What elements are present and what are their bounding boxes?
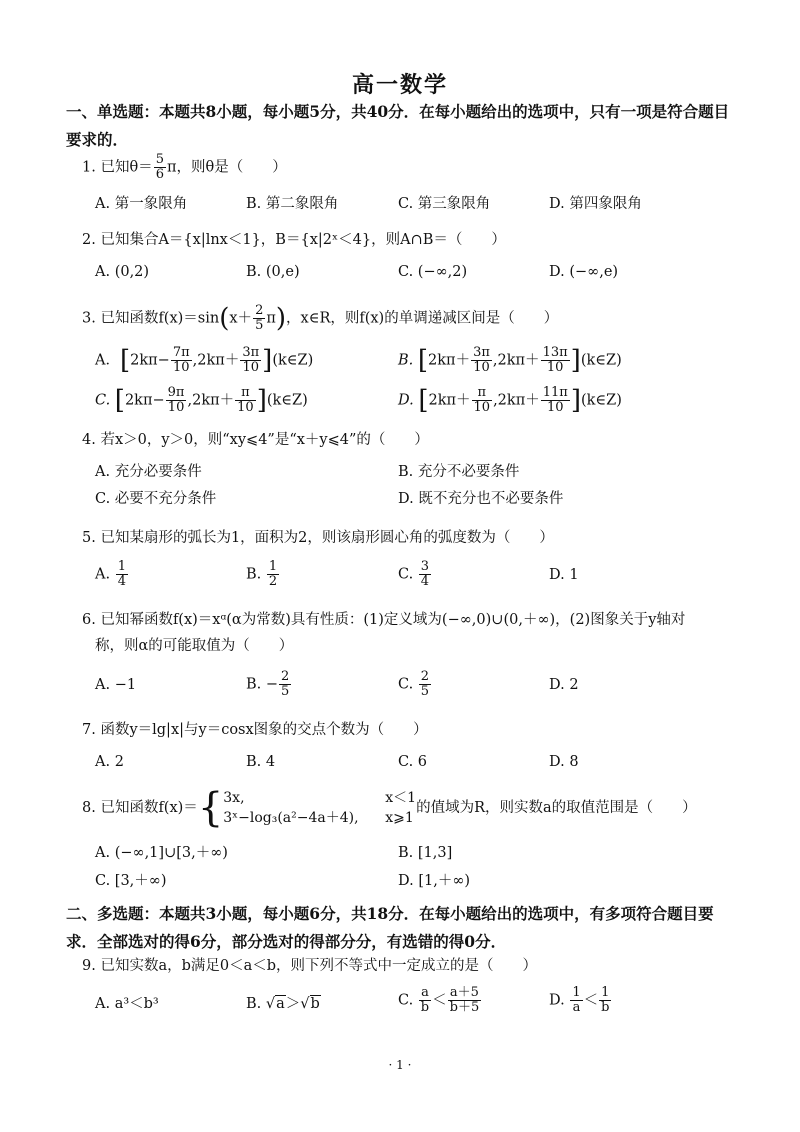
section2-line2: 求．全部选对的得6分，部分选对的得部分分，有选错的得0分． — [66, 932, 507, 951]
page-title: 高一数学 — [351, 72, 448, 98]
q1-option-b[interactable]: B. 第二象限角 — [246, 196, 339, 212]
question-4: 4. 若x＞0，y＞0，则“xy⩽4”是“x＋y⩽4”的（ ） — [82, 432, 429, 448]
q9-option-d[interactable]: D. $\frac{1}{a}$ ＜ $\frac{1}{b}$ — [549, 985, 610, 1015]
question-2: 2. 已知集合A＝{x|lnx＜1}，B＝{x|2ˣ＜4}，则A∩B＝（ ） — [82, 232, 506, 248]
q3-option-d[interactable]: D. [2kπ＋ $\frac{\pi}{10}$ ,2kπ＋ $\frac{11\pi}{10}$ ](k∈Z) — [398, 385, 622, 416]
q2-option-a[interactable]: A. (0,2) — [95, 264, 150, 280]
q4-option-c[interactable]: C. 必要不充分条件 — [95, 491, 217, 507]
section1-line2: 要求的． — [66, 130, 129, 149]
q6-option-d[interactable]: D. 2 — [549, 677, 579, 693]
q7-option-d[interactable]: D. 8 — [549, 754, 579, 770]
page-number: · 1 · — [388, 1058, 412, 1072]
section2-heading — [66, 900, 746, 956]
q1-fraction: $\frac{5}{6}$ — [155, 152, 164, 182]
section1-heading — [66, 98, 746, 154]
q6-option-a[interactable]: A. −1 — [95, 677, 137, 693]
q9-option-a[interactable]: A. a³＜b³ — [95, 996, 159, 1012]
q4-option-a[interactable]: A. 充分必要条件 — [95, 464, 202, 480]
section1-line1: 一、单选题：本题共8小题，每小题5分，共40分．在每小题给出的选项中，只有一项是符合题目 — [66, 102, 730, 121]
q7-option-b[interactable]: B. 4 — [246, 754, 276, 770]
q5-option-a[interactable]: A. $\frac{1}{4}$ — [95, 559, 126, 589]
question-6-line1: 6. 已知幂函数f(x)＝xᵅ(α为常数)具有性质：(1)定义域为(−∞,0)∪(0,＋∞)，(2)图象关于y轴对 — [82, 612, 686, 628]
q2-option-d[interactable]: D. (−∞,e) — [549, 264, 619, 280]
q8-option-b[interactable]: B. [1,3] — [398, 845, 453, 861]
q6-option-c[interactable]: C. $\frac{2}{5}$ — [398, 669, 430, 699]
q6-option-b[interactable]: B. − $\frac{2}{5}$ — [246, 669, 290, 699]
q4-option-d[interactable]: D. 既不充分也不必要条件 — [398, 491, 564, 507]
q2-option-b[interactable]: B. (0,e) — [246, 264, 300, 280]
q1-option-d[interactable]: D. 第四象限角 — [549, 196, 642, 212]
q5-option-c[interactable]: C. $\frac{3}{4}$ — [398, 559, 430, 589]
q8-piecewise: 3x, x＜1 3ˣ−log₃(a²−4a＋4), x⩾1 — [223, 790, 417, 826]
q7-option-c[interactable]: C. 6 — [398, 754, 428, 770]
q3-option-a[interactable]: A．[2kπ− $\frac{7\pi}{10}$ ,2kπ＋ $\frac{3\pi}{10}$ ](k∈Z) — [95, 345, 314, 376]
q5-option-b[interactable]: B. $\frac{1}{2}$ — [246, 559, 278, 589]
q4-option-b[interactable]: B. 充分不必要条件 — [398, 464, 520, 480]
q5-option-d[interactable]: D. 1 — [549, 567, 579, 583]
question-9: 9. 已知实数a，b满足0＜a＜b，则下列不等式中一定成立的是（ ） — [82, 958, 538, 974]
q8-option-d[interactable]: D. [1,＋∞) — [398, 873, 471, 889]
q1-option-a[interactable]: A. 第一象限角 — [95, 196, 188, 212]
question-5: 5. 已知某扇形的弧长为1，面积为2，则该扇形圆心角的弧度数为（ ） — [82, 530, 554, 546]
question-7: 7. 函数y＝lg|x|与y＝cosx图象的交点个数为（ ） — [82, 722, 428, 738]
question-8: 8. 已知函数f(x)＝{3x, x＜1 3ˣ−log₃(a²−4a＋4), x⩾1的值域为R，则实数a的取值范围是（ ） — [82, 785, 697, 831]
q8-option-a[interactable]: A. (−∞,1]∪[3,＋∞) — [95, 845, 228, 861]
q7-option-a[interactable]: A. 2 — [95, 754, 124, 770]
q1-option-c[interactable]: C. 第三象限角 — [398, 196, 491, 212]
question-6-line2: 称，则α的可能取值为（ ） — [95, 638, 294, 654]
question-3: 3. 已知函数f(x)＝sin(x＋ $\frac{2}{5}$ π)，x∈R，则f(x)的单调递减区间是（ ） — [82, 303, 559, 334]
q8-option-c[interactable]: C. [3,＋∞) — [95, 873, 167, 889]
section2-line1: 二、多选题：本题共3小题，每小题6分，共18分．在每小题给出的选项中，有多项符合题目要 — [66, 904, 714, 923]
q3-option-c[interactable]: C. [2kπ− $\frac{9\pi}{10}$ ,2kπ＋ $\frac{\pi}{10}$ ](k∈Z) — [95, 385, 308, 416]
q9-option-b[interactable]: B. √a＞√b — [246, 996, 320, 1012]
q3-option-b[interactable]: B. [2kπ＋ $\frac{3\pi}{10}$ ,2kπ＋ $\frac{13\pi}{10}$ ](k∈Z) — [398, 345, 622, 376]
q2-option-c[interactable]: C. (−∞,2) — [398, 264, 468, 280]
q9-option-c[interactable]: C. $\frac{a}{b}$ ＜ $\frac{a+5}{b+5}$ — [398, 985, 480, 1015]
question-1: 1. 已知θ＝ $\frac{5}{6}$ π，则θ是（ ） — [82, 152, 287, 182]
